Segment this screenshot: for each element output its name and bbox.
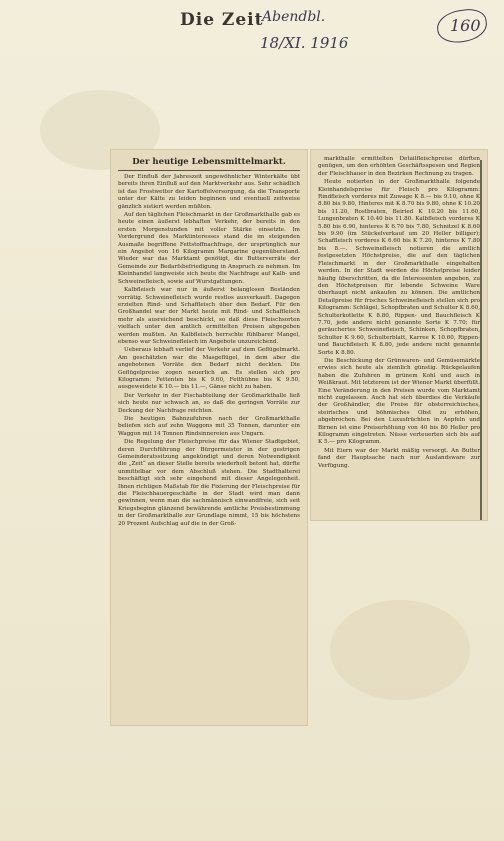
- article-title: Der heutige Lebensmittelmarkt.: [118, 156, 300, 171]
- article-paragraph: Die Regelung der Fleischpreise für das Wiener Stadtgebiet, deren Durchführung der Bürgermeister in der gestrigen Gemeinderatssitzung angekündigt und deren Notwendigkeit die „Zeit“ an dieser Stelle bereits wiederholt betont hat, dürfte unmittelbar vor dem Abschluß stehen. Die Stadthalterei beschäftigt sich sehr eingehend mit dieser Angelegenheit. Ihnen richtigen Maßstab für die Fixierung der Fleischpreise für die Fleischhauergeschäfte in der Stadt wird man dann gewinnen, wenn man die sachmännisch einwandfreie, sich seit Kriegsbeginn glänzend bewährende amtliche Preisbestimmung in der Großmarkthalle zur Grundlage nimmt, 15 bis höchstens 20 Prozent Aufschlag auf die in der Groß-: [118, 439, 300, 527]
- handwritten-edition-note: Abendbl.: [262, 9, 326, 25]
- handwritten-date: 18/XI. 1916: [260, 34, 349, 52]
- article-paragraph: Auf den täglichen Fleischmarkt in der Großmarkthalle gab es heute einen äußerst lebhaften Verkehr, der bereits in den ersten Morgenstunden mit voller Stärke einsetzte. Im Vordergrund des Marktinteresses stand die im steigenden Ausmaße begriffene Fettstoffnachfrage, der ursprünglich nur ein Angebot von 16 Kilogramm Margarine gegenüberstand. Wieder war das Marktamt genötigt, die Butterverräte der Gemeinde zur Bedarfsbefriedigung in Anspruch zu nehmen. Im Kleinhandel langweiste sich heute die Nachfrage auf Kalb- und Schweinefleisch, sowie auf Wurstgattungen.: [118, 212, 300, 285]
- article-paragraph: markthalle ermittelten Detailfleischpreise dürften genügen, um den erhöhten Geschäftsspesen und Regien der Fleischhauer in den Bezirken Rechnung zu tragen.: [318, 156, 480, 177]
- article-paragraph: Die Beschickung der Grünwaren- und Gemüsemärkte erwies sich heute als ziemlich günstig. Rückgelaufen haben die Zufuhren in grünem Kohl und auch in Weißkraut. Mit letzterem ist der Wiener Markt überfüllt. Eine Veränderung in den Preisen wurde vom Marktamt nicht zugelassen. Auch hat sich überdies die Verkäufe der Großhändler, die Preise für obsterreichisches, steirisches und böhmisches Obst zu erhöhen, abgebrochen. Bei den Luxusfrüchten in Aepfeln und Birnen ist eine Preiserhöhung von 40 bis 80 Heller pro Kilogramm eingetreten. Nüsse verteuerten sich bis auf K 5.— pro Kilogramm.: [318, 357, 480, 446]
- newspaper-masthead: Die Zeit: [180, 10, 264, 30]
- article-paragraph: Die heutigen Bahnzufuhren nach der Großmarkthalle beliefen sich auf zehn Waggons mit 35 Tonnen, darunter ein Waggon mit 14 Tonnen Rindsinnereien aus Ungarn.: [118, 416, 300, 437]
- article-paragraph: Kalbfleisch war nur in äußerst belanglosen Beständen vorrätig. Schweinefleisch wurde restlos ausverkauft. Dagegen erzielten Rind- und Schaffleisch über den Bedarf. Für den Großhandel war der Markt heute mit Rind- und Schaffleisch mehr als ausreichend beschickt, so daß diese Fleischsorten vielfach unter den amtlich ermittelten Preisen abgegeben werden mußten. An Kalbfleisch herrschte fühlbarer Mangel, ebenso war Schweinefleisch im Angebote unzureichend.: [118, 287, 300, 345]
- article-paragraph: Der Verkehr in der Fischabteilung der Großmarkthalle ließ sich heute nur schwach an, so daß die geringen Vorräte zur Deckung der Nachfrage reichten.: [118, 392, 300, 414]
- handwritten-reference-number: 160: [450, 16, 481, 35]
- paper-stain: [330, 600, 470, 700]
- column-rule: [480, 160, 482, 520]
- clipping-left-column: [111, 150, 307, 725]
- left-column-text: [118, 156, 300, 719]
- clipping-right-column: [311, 150, 487, 520]
- article-paragraph: Der Einfluß der Jahreszeit ungewöhnlicher Winterkälte übt bereits ihren Einfluß auf den Marktverkehr aus. Sehr schädlich ist das Frostwetter der Kartoffelversorgung, da die Transporte unter der Kälte zu leiden beginnen und eventuell zeitweise gänzlich sistiert werden müßten.: [118, 174, 300, 210]
- right-column-text: [318, 156, 480, 514]
- article-paragraph: Heute notierten in der Großmarkthalle folgende Kleinhandelspreise für Fleisch pro Kilogramm: Rindfleisch vorderes mit Zuwage K 8.— bis 9.10, ohne K 8.80 bis 9.80, Hinteres mit K 8.70 bis 9.80, ohne K 10.20 bis 11.20, Rostbraten, Beiried K 10.20 bis 11.60, Lungenbraten K 10.40 bis 11.80. Kalbfleisch vorderes K 5.80 bis 6.90, hinteres K 6.70 bis 7.80, Schnitzel K 8.60 bis 9.90 (im Stückelverkauf um 20 Heller billiger); Schaffleisch vorderes K 6.60 bis K 7.20, hinteres K 7.80 bis 8.—. Schweinefleisch notieren die amtlich festgesetzten Höchstpreise, die auf den täglichen Fleischmarkt in der Großmarkthalle eingehalten werden. In der Stadt werden die Höchstpreise leider häufig überschritten, da die Interessenten angeben, zu den Höchstpreisen für lebende Schweine Ware überhaupt nicht ankaufen zu können. Die amtlichen Detailpreise für frisches Schweinefleisch stellen sich pro Kilogramm: Schlägel, Schopfbraten und Schulter K 8.60, Schulterkotlette K 8.80, Rippen- und Bauchfleisch K 7.70, jede andere nicht genannte Sorte K 7.70; für geräuchertes Schweinefleisch, Schinken, Schopfbraten, Schulter K 9.60, Schulterblatt, Karree K 10.60, Rippen- und Bauchfleisch K 8.80, jede andere nicht genannte Sorte K 8.80.: [318, 179, 480, 356]
- article-paragraph: Ueberaus lebhaft verlief der Verkehr auf dem Geflügelmarkt. Am geschätzten war die Masgeflügel, in dem aber die angebotenen Vorräte den Bedarf nicht deckten. Die Geflügelpreise zogen neuerlich an. Es stellen sich pro Kilogramm: Fettenten bis K 9.60, Fetthühne bis K 9.50, ausgeweidete K 10.— bis 11.—, Gänse nicht zu haben.: [118, 347, 300, 391]
- article-paragraph: Mit Eiern war der Markt mäßig versorgt. An Butter fand der Hauptsache nach nur Auslandsware zur Verfügung.: [318, 447, 480, 469]
